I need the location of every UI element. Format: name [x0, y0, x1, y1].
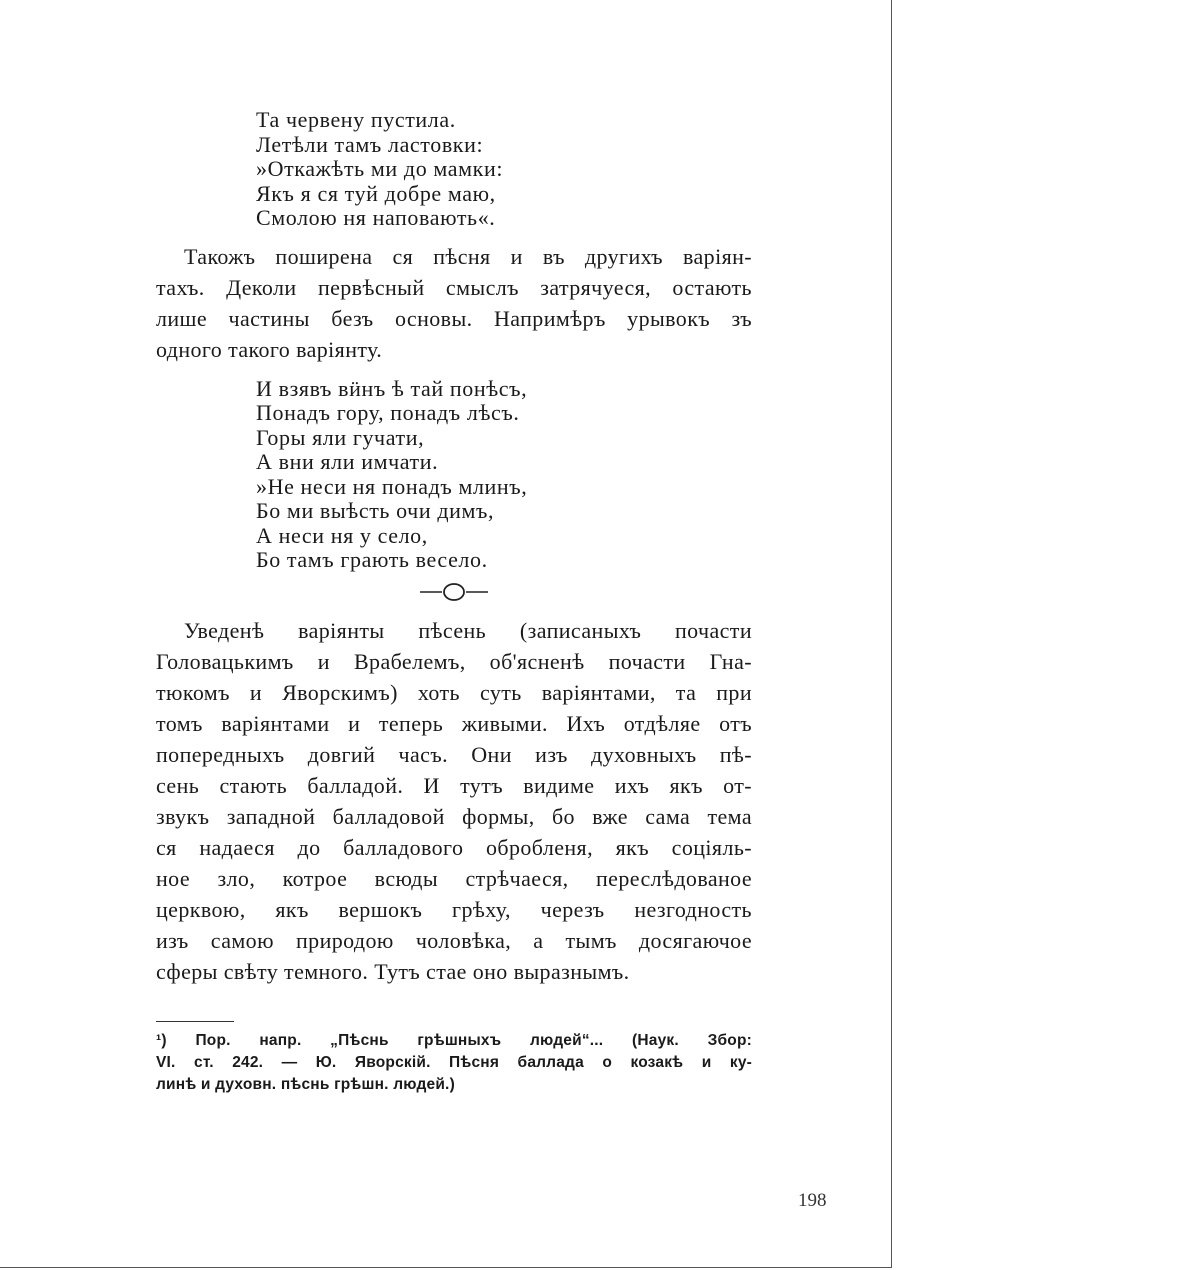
- verse-line: »Откажѣть ми до мамки:: [256, 156, 504, 181]
- verse-line: Горы яли гучати,: [256, 424, 425, 450]
- footnote-line: ¹) Пор. напр. „Пѣснь грѣшныхъ людей“... (Наук. Збор:: [156, 1031, 752, 1049]
- paragraph-1: [156, 241, 752, 365]
- paragraph-line: попередныхъ довгий часъ. Они изъ духовныхъ пѣ-: [156, 741, 752, 767]
- verse-line: Бо тамъ грають весело.: [256, 547, 488, 572]
- footnote-line: линѣ и духовн. пѣснь грѣшн. людей.): [156, 1075, 455, 1093]
- paragraph-line: тахъ. Деколи первѣсный смыслъ затрячуеся, остають: [156, 274, 752, 300]
- verse-line: И взявъ вӥнъ ѣ тай понѣсъ,: [256, 375, 528, 401]
- verse-line: Смолою ня наповають«.: [256, 205, 496, 230]
- paragraph-line: сень стають балладой. И тутъ видиме ихъ якъ от-: [156, 772, 752, 798]
- paragraph-line: Такожъ поширена ся пѣсня и въ другихъ варіян-: [184, 243, 752, 269]
- verse-line: Якъ я ся туй добре маю,: [256, 180, 496, 206]
- verse-line: Летѣли тамъ ластовки:: [256, 131, 484, 157]
- footnote-line: VI. ст. 242. — Ю. Яворскій. Пѣсня баллада о козакѣ и ку-: [156, 1053, 752, 1071]
- ornament-icon: [414, 580, 494, 604]
- page-number: 198: [798, 1190, 827, 1211]
- paragraph-line: церквою, якъ вершокъ грѣху, черезъ незгодность: [156, 896, 752, 922]
- paragraph-line: одного такого варіянту.: [156, 336, 383, 362]
- verse-line: Бо ми выѣсть очи димъ,: [256, 498, 495, 523]
- verse-line: Понадъ гору, понадъ лѣсъ.: [256, 400, 520, 425]
- verse-line: Та червену пустила.: [256, 107, 456, 132]
- paragraph-line: ное зло, котрое всюды стрѣчаеся, переслѣдованое: [156, 865, 752, 891]
- section-ornament: [156, 577, 752, 607]
- verse-line: А неси ня у село,: [256, 522, 428, 548]
- paragraph-line: звукъ западной балладовой формы, бо вже сама тема: [156, 803, 752, 829]
- paragraph-line: томъ варіянтами и теперь живыми. Ихъ отдѣляе отъ: [156, 710, 752, 736]
- paragraph-line: Уведенѣ варіянты пѣсень (записаныхъ почасти: [184, 617, 752, 643]
- verse-line: А вни яли имчати.: [256, 449, 439, 474]
- verse-line: »Не неси ня понадъ млинъ,: [256, 473, 528, 499]
- paragraph-line: Головацькимъ и Врабелемъ, об'ясненѣ почасти Гна-: [156, 648, 752, 674]
- paragraph-2: [156, 615, 752, 987]
- paragraph-line: сферы свѣту темного. Тутъ стае оно выразнымъ.: [156, 958, 630, 984]
- paragraph-line: ся надаеся до балладового обробленя, якъ соціяль-: [156, 834, 752, 860]
- paragraph-line: тюкомъ и Яворскимъ) хоть суть варіянтами, та при: [156, 679, 752, 705]
- verse-1: [256, 108, 752, 231]
- footnote-rule: [156, 1021, 234, 1022]
- verse-2: [256, 377, 752, 573]
- paragraph-line: лише частины безъ основы. Напримѣръ урывокъ зъ: [156, 305, 752, 331]
- footnote: [156, 1030, 752, 1096]
- text-block: [156, 108, 752, 1096]
- paragraph-line: изъ самою природою чоловѣка, а тымъ досягаючое: [156, 927, 752, 953]
